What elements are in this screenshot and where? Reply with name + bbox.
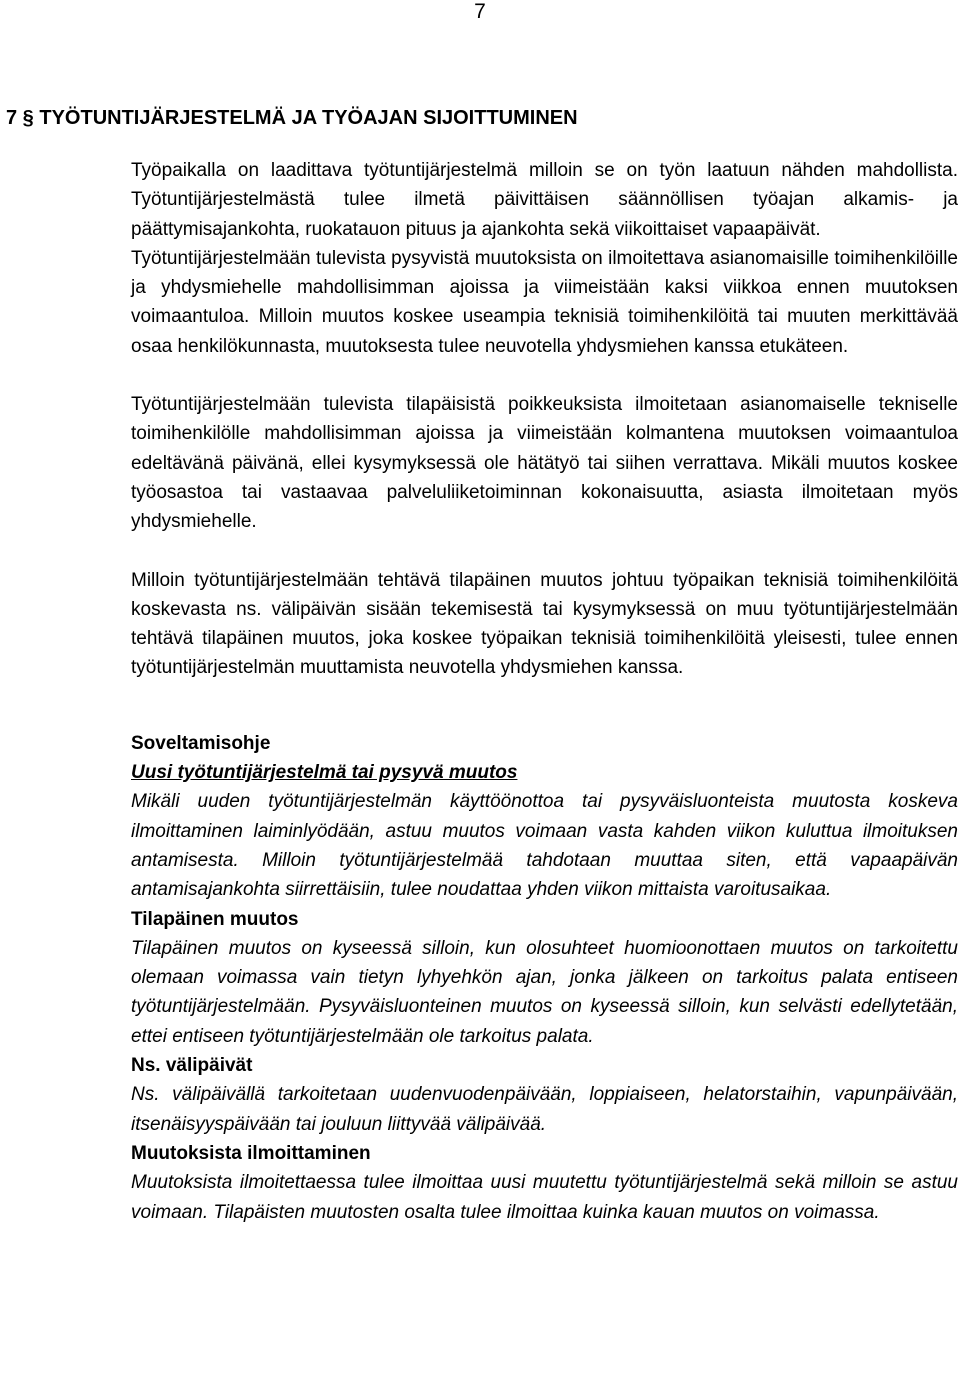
- temporary-change-text: Tilapäinen muutos on kyseessä silloin, kun olosuhteet huomioonottaen muutos on tarkoitettu olemaan voimassa vain tietyn lyhyehkön ajan, jonka jälkeen on tarkoitus palata entiseen työtuntijärjestelmään. Pysyväisluonteinen muutos on kyseessä silloin, kun selvästi edellytetään, ettei entiseen työtuntijärjestelmään ole tarkoitus palata.: [131, 937, 958, 1047]
- page-number: 7: [474, 0, 486, 23]
- document-body: [131, 156, 958, 1227]
- paragraph-permanent-changes: Työtuntijärjestelmään tulevista pysyvistä muutoksista on ilmoitettava asianomaisille toimihenkilöille ja yhdysmiehelle mahdollisimman ajoissa ja viimeistään kaksi viikkoa ennen muutoksen voimaantuloa. Milloin muutos koskee useampia teknisiä toimihenkilöitä tai muuten merkittävää osaa henkilökunnasta, muutoksesta tulee neuvotella yhdysmiehen kanssa etukäteen.: [131, 247, 958, 357]
- section-heading: 7 § TYÖTUNTIJÄRJESTELMÄ JA TYÖAJAN SIJOITTUMINEN: [6, 107, 578, 129]
- temporary-change-title: Tilapäinen muutos: [131, 908, 299, 930]
- change-notice-text: Muutoksista ilmoitettaessa tulee ilmoittaa uusi muutettu työtuntijärjestelmä sekä milloin se astuu voimaan. Tilapäisten muutosten osalta tulee ilmoittaa kuinka kauan muutos on voimassa.: [131, 1172, 958, 1223]
- bridge-days-text: Ns. välipäivällä tarkoitetaan uudenvuodenpäivään, loppiaiseen, helatorstaihin, vapunpäivään, itsenäisyyspäivään tai jouluun liittyvää välipäivää.: [131, 1084, 958, 1135]
- permanent-change-title: Uusi työtuntijärjestelmä tai pysyvä muutos: [131, 762, 518, 784]
- change-notice-title: Muutoksista ilmoittaminen: [131, 1142, 371, 1164]
- paragraph-temporary-exceptions: Työtuntijärjestelmään tulevista tilapäisistä poikkeuksista ilmoitetaan asianomaiselle tekniselle toimihenkilölle mahdollisimman ajoissa ja viimeistään kolmantena muutoksen voimaantuloa edeltävänä päivänä, ellei kysymyksessä ole hätätyö tai siihen verrattava. Mikäli muutos koskee työosastoa tai vastaavaa palveluliiketoiminnan kokonaisuutta, asiasta ilmoitetaan myös yhdysmiehelle.: [131, 394, 958, 533]
- paragraph-work-schedule: Työpaikalla on laadittava työtuntijärjestelmä milloin se on työn laatuun nähden mahdollista. Työtuntijärjestelmästä tulee ilmetä päivittäisen säännöllisen työajan alkamis- ja päättymisajankohta, ruokatauon pituus ja ajankohta sekä viikoittaiset vapaapäivät.: [131, 160, 958, 240]
- guidance-section: [131, 729, 958, 1227]
- paragraph-negotiation: Milloin työtuntijärjestelmään tehtävä tilapäinen muutos johtuu työpaikan teknisiä toimihenkilöitä koskevasta ns. välipäivän sisään tekemisestä tai kysymyksessä on muu työtuntijärjestelmään tehtävä tilapäinen muutos, joka koskee työpaikan teknisiä toimihenkilöitä yleisesti, tulee ennen työtuntijärjestelmän muuttamista neuvotella yhdysmiehen kanssa.: [131, 569, 958, 679]
- permanent-change-text: Mikäli uuden työtuntijärjestelmän käyttöönottoa tai pysyväisluonteista muutosta koskeva ilmoittaminen laiminlyödään, astuu muutos voimaan vasta kahden viikon kuluttua ilmoituksen antamisesta. Milloin työtuntijärjestelmää tahdotaan muuttaa siten, että vapaapäivän antamisajankohta siirrettäisiin, tulee noudattaa yhden viikon mittaista varoitusaikaa.: [131, 791, 958, 901]
- bridge-days-title: Ns. välipäivät: [131, 1055, 253, 1077]
- guidance-title: Soveltamisohje: [131, 732, 271, 754]
